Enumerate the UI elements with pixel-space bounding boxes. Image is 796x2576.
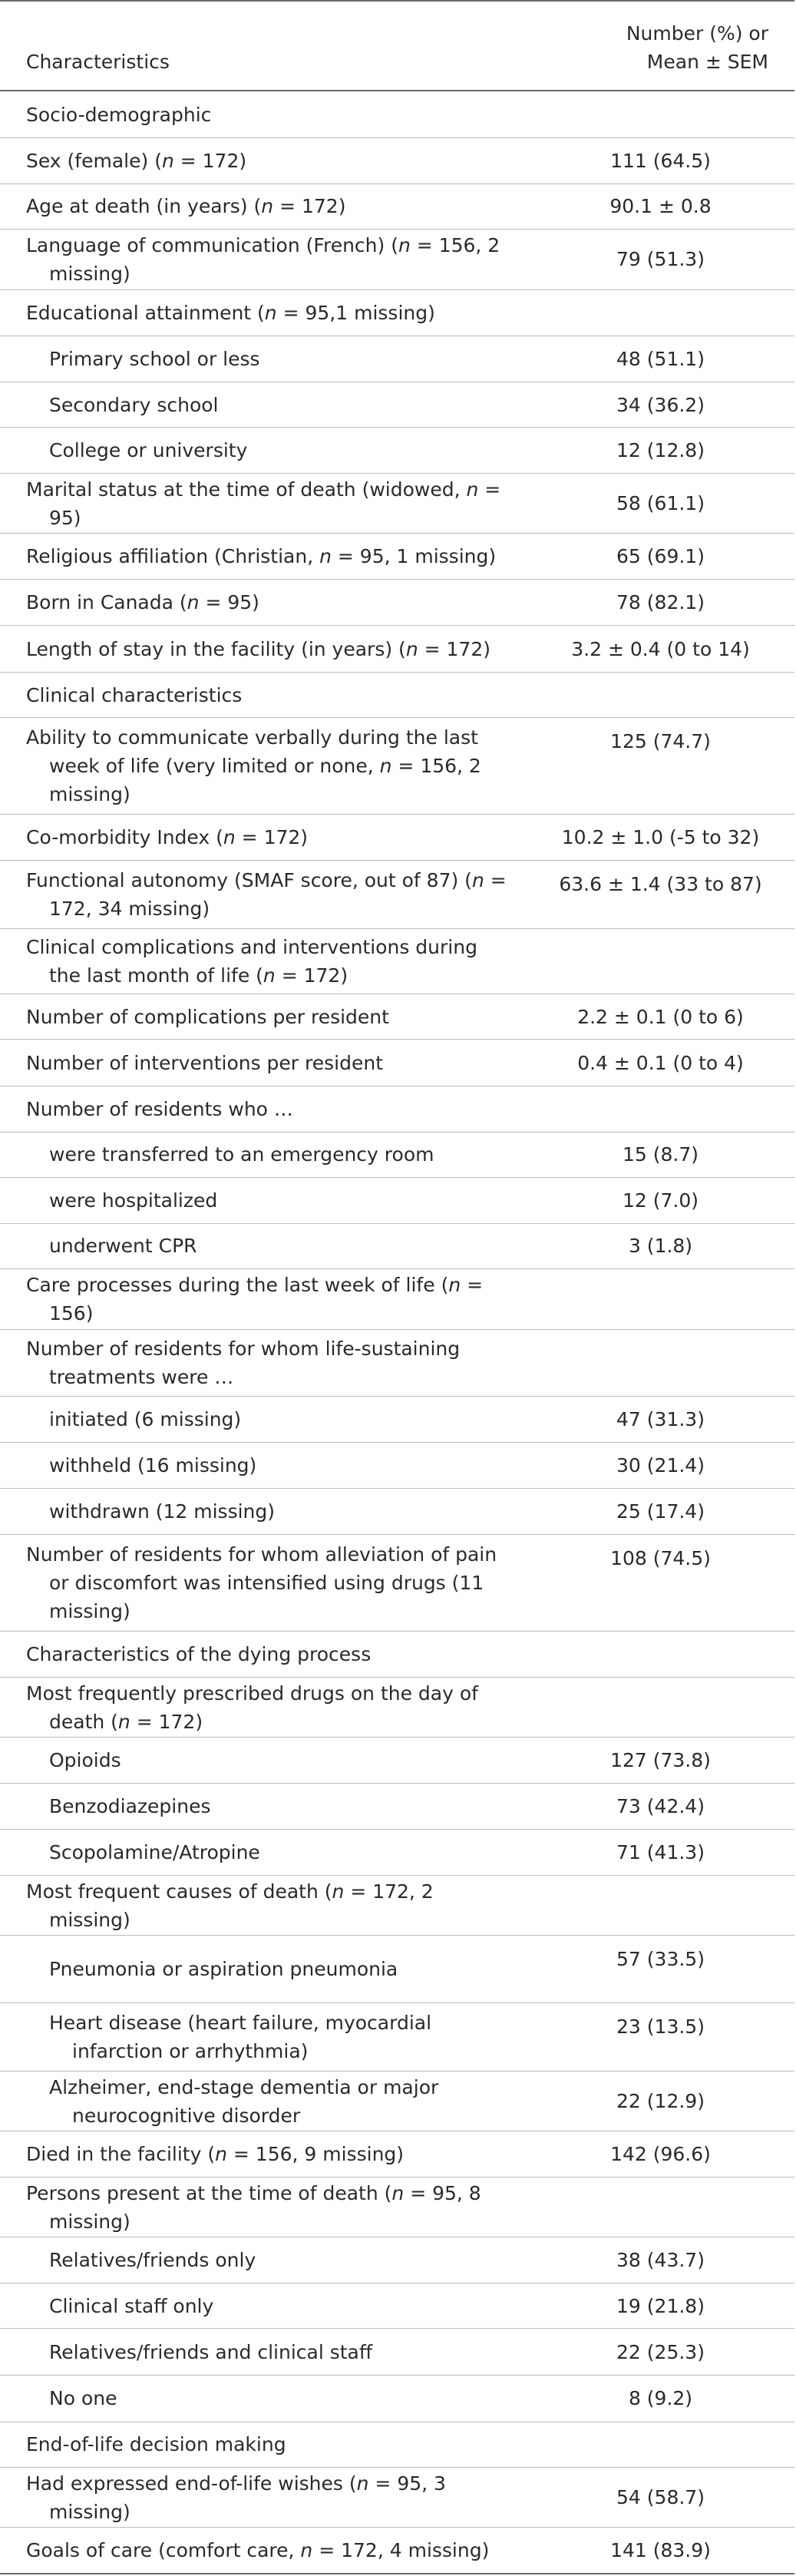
table-row [0,1489,794,1535]
row-value: 79 (51.3) [527,230,794,289]
table-row [0,289,794,336]
row-value [527,1632,794,1678]
row-label-main: Care processes during the last week of life ( [26,1273,449,1296]
row-label [0,2237,527,2283]
row-value: 22 (12.9) [527,2071,794,2131]
row-label-main: initiated (6 missing) [49,1408,242,1431]
table-row [0,1936,794,2003]
table-row [0,184,794,230]
row-value: 73 (42.4) [527,1783,794,1830]
table-row [0,138,794,184]
row-label-text [26,1271,508,1328]
row-label-text [26,635,508,663]
row-label-main: withdrawn (12 missing) [49,1500,276,1523]
row-value: 63.6 ± 1.4 (33 to 87) [527,861,794,929]
row-value [527,1876,794,1936]
row-label-text [26,475,508,532]
row-value: 58 (61.1) [527,473,794,533]
row-label-n: = 172) [273,195,346,218]
table-row [0,1223,794,1269]
row-label [0,2283,527,2329]
row-label [0,2422,527,2468]
row-label-main: Number of residents for whom life-sustaining treatments were … [26,1337,461,1388]
row-label [0,1738,527,1784]
table-row [0,2375,794,2422]
table-row [0,2237,794,2283]
row-label-main: Number of complications per resident [26,1005,389,1028]
row-label-text [26,823,508,852]
row-value [527,289,794,336]
row-label-main: Pneumonia or aspiration pneumonia [49,1958,398,1981]
row-label-text [26,2140,508,2168]
row-value: 3 (1.8) [527,1223,794,1269]
row-label-text [49,345,508,373]
row-label [0,718,527,814]
table-row [0,672,794,718]
table-row [0,2003,794,2072]
table-row [0,1535,794,1632]
table-row [0,2528,794,2574]
table-row [0,814,794,861]
n-symbol: n [356,2472,369,2495]
table-row [0,2329,794,2376]
n-symbol: n [448,1273,461,1296]
table-row [0,473,794,533]
row-label-main: Marital status at the time of death (widowed, [26,478,467,501]
row-label-text [49,1140,508,1169]
row-label-text [26,1095,508,1123]
row-label-n: = 172) [130,1710,203,1733]
header-value-line2: Mean ± SEM [646,51,768,73]
row-value [527,1677,794,1737]
row-label-main: were transferred to an emergency room [49,1143,434,1166]
row-value: 78 (82.1) [527,579,794,626]
row-label [0,289,527,336]
row-label-main: Sex (female) ( [26,149,162,172]
row-label-main: withheld (16 missing) [49,1454,257,1477]
row-value: 34 (36.2) [527,382,794,428]
row-label [0,1040,527,1086]
table-row [0,2468,794,2528]
row-label-text [26,1334,508,1391]
n-symbol: n [264,301,277,324]
row-label [0,861,527,929]
row-label-text [49,1405,508,1433]
row-label [0,1489,527,1535]
row-label [0,814,527,861]
row-label-n: = 172) [275,964,348,987]
header-characteristics: Characteristics [0,1,527,91]
table-row [0,2283,794,2329]
table-row [0,929,794,994]
row-label-text [26,866,508,923]
row-label-text [26,933,508,990]
row-label-main: Persons present at the time of death ( [26,2181,392,2204]
n-symbol: n [466,478,479,501]
table-row [0,1738,794,1784]
row-label [0,1632,527,1678]
n-symbol: n [261,195,274,218]
table-row [0,1830,794,1876]
n-symbol: n [161,149,174,172]
row-label-n: = 172) [418,637,490,660]
row-label-main: College or university [49,439,248,462]
row-value: 142 (96.6) [527,2131,794,2178]
row-value [527,929,794,994]
row-label [0,2131,527,2178]
row-value: 10.2 ± 1.0 (-5 to 32) [527,814,794,861]
table-row [0,579,794,626]
n-symbol: n [187,591,200,614]
row-label-main: Relatives/friends only [49,2249,256,2271]
row-label-main: No one [49,2387,117,2410]
row-label-main: Most frequent causes of death ( [26,1880,332,1903]
row-label-text [26,681,508,709]
n-symbol: n [223,826,236,849]
row-label [0,1830,527,1876]
row-label [0,2468,527,2528]
table-row [0,382,794,428]
row-label [0,579,527,626]
row-label [0,929,527,994]
table-row [0,994,794,1040]
row-label-main: Age at death (in years) ( [26,195,262,218]
row-label [0,473,527,533]
row-label [0,336,527,382]
row-value [527,1086,794,1133]
row-value: 8 (9.2) [527,2375,794,2422]
table-row [0,1269,794,1329]
row-label [0,1178,527,1224]
row-label-main: Educational attainment ( [26,301,265,324]
row-label-n: = 95) [49,478,501,529]
row-value: 12 (12.8) [527,428,794,474]
row-label-text [49,1955,508,1983]
row-value [527,2422,794,2468]
row-label [0,2177,527,2237]
row-label-main: Goals of care (comfort care, [26,2539,301,2562]
row-value: 3.2 ± 0.4 (0 to 14) [527,626,794,673]
table-row [0,1329,794,1397]
row-label-n: = 172, 2 missing) [49,1880,434,1931]
row-label [0,672,527,718]
row-label-main: Opioids [49,1749,121,1772]
row-value: 141 (83.9) [527,2528,794,2574]
row-label-main: Born in Canada ( [26,591,187,614]
row-label-text [49,2292,508,2320]
table-row [0,2131,794,2178]
row-label-main: Secondary school [49,393,219,416]
row-label-main: Had expressed end-of-life wishes ( [26,2472,357,2495]
row-label-text [49,1451,508,1480]
row-value: 19 (21.8) [527,2283,794,2329]
row-label [0,1397,527,1443]
row-label [0,1936,527,2003]
table-row [0,534,794,580]
row-label [0,1269,527,1329]
row-label-main: Primary school or less [49,347,260,370]
row-value: 57 (33.5) [527,1936,794,2003]
row-label-text [49,2384,508,2412]
table-row [0,2071,794,2131]
table-row [0,91,794,138]
row-label-main: Clinical characteristics [26,683,243,706]
row-label-main: Alzheimer, end-stage dementia or major neurocognitive disorder [49,2075,439,2127]
row-label-main: Characteristics of the dying process [26,1643,372,1666]
row-value: 125 (74.7) [527,718,794,814]
table-row [0,2422,794,2468]
table-body [0,91,794,2574]
row-label-text [26,1679,508,1736]
row-label-main: Ability to communicate verbally during the last week of life (very limited or none, [26,726,478,778]
row-label [0,1086,527,1133]
row-label [0,2329,527,2376]
row-label-main: Religious affiliation (Christian, [26,544,320,567]
table-row [0,626,794,673]
n-symbol: n [300,2539,313,2562]
row-label-text [49,1497,508,1526]
row-label [0,1677,527,1737]
row-label [0,230,527,289]
table-row [0,230,794,289]
row-label-text [49,2246,508,2274]
row-value: 90.1 ± 0.8 [527,184,794,230]
row-label-n: = 172, 4 missing) [312,2539,490,2562]
row-label-text [26,2536,508,2564]
row-label-n: = 156, 2 missing) [49,233,500,285]
row-label [0,534,527,580]
table-row [0,1632,794,1678]
row-label-main: Clinical complications and interventions during the last month of life ( [26,936,477,987]
row-value: 22 (25.3) [527,2329,794,2376]
n-symbol: n [471,869,484,892]
row-label [0,1329,527,1397]
row-label-text [26,147,508,175]
row-value: 15 (8.7) [527,1132,794,1178]
row-label [0,138,527,184]
row-label-main: Number of residents who … [26,1097,293,1120]
table-row [0,336,794,382]
row-value: 111 (64.5) [527,138,794,184]
row-label-main: Functional autonomy (SMAF score, out of 87) ( [26,869,472,892]
row-label-text [49,2073,508,2130]
row-label [0,2003,527,2072]
row-label-n: = 95,1 missing) [276,301,435,324]
row-value: 127 (73.8) [527,1738,794,1784]
row-label-text [26,1003,508,1031]
row-label [0,382,527,428]
row-label-main: Number of residents for whom alleviation of pain or discomfort was intensified using drugs (11 missing) [26,1543,497,1623]
table-row [0,861,794,929]
row-label-n: = 95, 8 missing) [49,2181,481,2233]
row-label-main: Co-morbidity Index ( [26,826,223,849]
row-label [0,2071,527,2131]
row-label-main: End-of-life decision making [26,2433,286,2456]
row-label-text [49,436,508,465]
table-row [0,1040,794,1086]
row-value: 65 (69.1) [527,534,794,580]
row-label [0,428,527,474]
table-row [0,1397,794,1443]
row-label-text [26,1049,508,1077]
row-label-n: = 156) [49,1273,484,1324]
row-value: 71 (41.3) [527,1830,794,1876]
row-label [0,1223,527,1269]
table-row [0,1783,794,1830]
row-label-text [49,1232,508,1260]
n-symbol: n [405,637,418,660]
row-label-n: = 172) [173,149,247,172]
table-row [0,1086,794,1133]
row-label-main: Relatives/friends and clinical staff [49,2340,373,2363]
row-label-text [26,723,508,809]
row-label-n: = 95, 3 missing) [49,2472,446,2523]
header-value-line1: Number (%) or [626,22,768,45]
row-label-text [49,1746,508,1774]
row-label-text [26,192,508,220]
row-value: 47 (31.3) [527,1397,794,1443]
row-label [0,626,527,673]
row-label [0,1876,527,1936]
row-value [527,2177,794,2237]
row-label-main: underwent CPR [49,1235,197,1258]
row-label [0,2375,527,2422]
n-symbol: n [215,2143,227,2166]
table-row [0,428,794,474]
row-value: 0.4 ± 0.1 (0 to 4) [527,1040,794,1086]
table-row [0,1132,794,1178]
row-label-text [26,101,508,129]
n-symbol: n [319,544,332,567]
row-label [0,91,527,138]
row-label-text [49,391,508,419]
row-label-main: Died in the facility ( [26,2143,216,2166]
row-value: 48 (51.1) [527,336,794,382]
row-label-main: Clinical staff only [49,2294,214,2317]
row-label-n: = 95, 1 missing) [331,544,497,567]
row-label-main: were hospitalized [49,1189,218,1212]
row-value: 108 (74.5) [527,1535,794,1632]
row-value: 38 (43.7) [527,2237,794,2283]
row-label-text [49,2338,508,2366]
row-value [527,1269,794,1329]
n-symbol: n [117,1710,130,1733]
row-label-text [26,2469,508,2526]
row-label [0,184,527,230]
row-label-text [26,1877,508,1934]
header-value [527,1,794,91]
row-label-text [26,542,508,570]
row-label-n: = 95) [199,591,259,614]
n-symbol: n [398,233,411,256]
table-header-row [0,1,794,91]
row-label-text [26,2179,508,2236]
row-label-n: = 172, 34 missing) [49,869,507,921]
table-row [0,1442,794,1489]
n-symbol: n [391,2181,405,2204]
n-symbol: n [379,755,392,778]
n-symbol: n [332,1880,345,1903]
row-label [0,2528,527,2574]
row-label-main: Benzodiazepines [49,1795,211,1818]
row-label-main: Scopolamine/Atropine [49,1841,260,1864]
row-value [527,1329,794,1397]
row-value [527,91,794,138]
row-label-text [26,1640,508,1668]
row-label-text [49,2009,508,2065]
row-label-main: Most frequently prescribed drugs on the day of death ( [26,1682,478,1733]
row-label-main: Length of stay in the facility (in years) ( [26,637,406,660]
row-label [0,1132,527,1178]
row-label-n: = 156, 9 missing) [226,2143,405,2166]
row-label [0,1535,527,1632]
row-value: 54 (58.7) [527,2468,794,2528]
table-row [0,2177,794,2237]
row-label-text [49,1792,508,1820]
row-label-text [26,1540,508,1625]
row-label [0,1442,527,1489]
row-value [527,672,794,718]
row-label [0,994,527,1040]
row-value: 30 (21.4) [527,1442,794,1489]
row-label-text [49,1838,508,1867]
row-value: 23 (13.5) [527,2003,794,2072]
table-row [0,718,794,814]
table-row [0,1677,794,1737]
row-label-main: Language of communication (French) ( [26,233,398,256]
n-symbol: n [263,964,276,987]
row-label-text [26,299,508,327]
table-row [0,1876,794,1936]
row-label-text [26,588,508,617]
row-value: 25 (17.4) [527,1489,794,1535]
row-label-main: Socio-demographic [26,103,212,126]
table-row [0,1178,794,1224]
row-label-main: Number of interventions per resident [26,1051,384,1074]
row-value: 2.2 ± 0.1 (0 to 6) [527,994,794,1040]
row-value: 12 (7.0) [527,1178,794,1224]
row-label-n: = 172) [235,826,309,849]
row-label-n: = 156, 2 missing) [49,755,481,806]
row-label-text [49,1186,508,1215]
row-label [0,1783,527,1830]
row-label-text [26,231,508,288]
row-label-text [26,2430,508,2459]
row-label-main: Heart disease (heart failure, myocardial infarction or arrhythmia) [49,2012,432,2063]
